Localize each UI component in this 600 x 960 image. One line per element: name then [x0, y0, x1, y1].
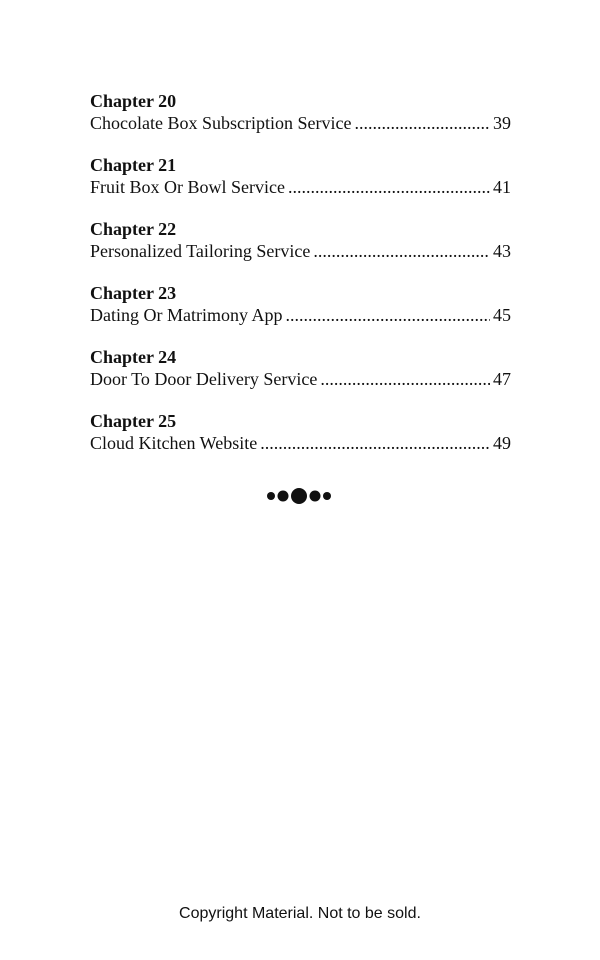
chapter-line	[90, 112, 511, 134]
dot-leader	[354, 112, 490, 134]
dot-leader	[320, 368, 490, 390]
dots-ornament-svg	[265, 484, 335, 508]
page-number: 43	[493, 241, 511, 261]
chapter-title: Fruit Box Or Bowl Service	[90, 177, 285, 197]
toc-entry-chapter-22[interactable]	[90, 218, 511, 262]
dots-ornament-icon	[0, 484, 600, 508]
dot-leader	[285, 304, 490, 326]
chapter-heading: Chapter 23	[90, 283, 177, 303]
toc-entry-chapter-20[interactable]	[90, 90, 511, 134]
chapter-title: Personalized Tailoring Service	[90, 241, 311, 261]
dot-leader	[313, 240, 490, 262]
toc-entry-chapter-24[interactable]	[90, 346, 511, 390]
toc-entry-chapter-25[interactable]	[90, 410, 511, 454]
chapter-heading: Chapter 21	[90, 155, 177, 175]
dot-leader	[288, 176, 490, 198]
table-of-contents	[90, 90, 511, 474]
chapter-line	[90, 240, 511, 262]
chapter-title: Door To Door Delivery Service	[90, 369, 318, 389]
chapter-line	[90, 304, 511, 326]
page-number: 45	[493, 305, 511, 325]
page-number: 41	[493, 177, 511, 197]
chapter-title: Cloud Kitchen Website	[90, 433, 258, 453]
copyright-notice: Copyright Material. Not to be sold.	[179, 905, 421, 922]
chapter-line	[90, 176, 511, 198]
dot-leader	[260, 432, 490, 454]
chapter-heading: Chapter 22	[90, 219, 177, 239]
chapter-line	[90, 432, 511, 454]
toc-entry-chapter-23[interactable]	[90, 282, 511, 326]
page-number: 49	[493, 433, 511, 453]
toc-entry-chapter-21[interactable]	[90, 154, 511, 198]
chapter-heading: Chapter 25	[90, 411, 177, 431]
chapter-line	[90, 368, 511, 390]
chapter-title: Dating Or Matrimony App	[90, 305, 283, 325]
page-number: 39	[493, 113, 511, 133]
chapter-heading: Chapter 20	[90, 91, 177, 111]
page-number: 47	[493, 369, 511, 389]
chapter-heading: Chapter 24	[90, 347, 177, 367]
chapter-title: Chocolate Box Subscription Service	[90, 113, 352, 133]
